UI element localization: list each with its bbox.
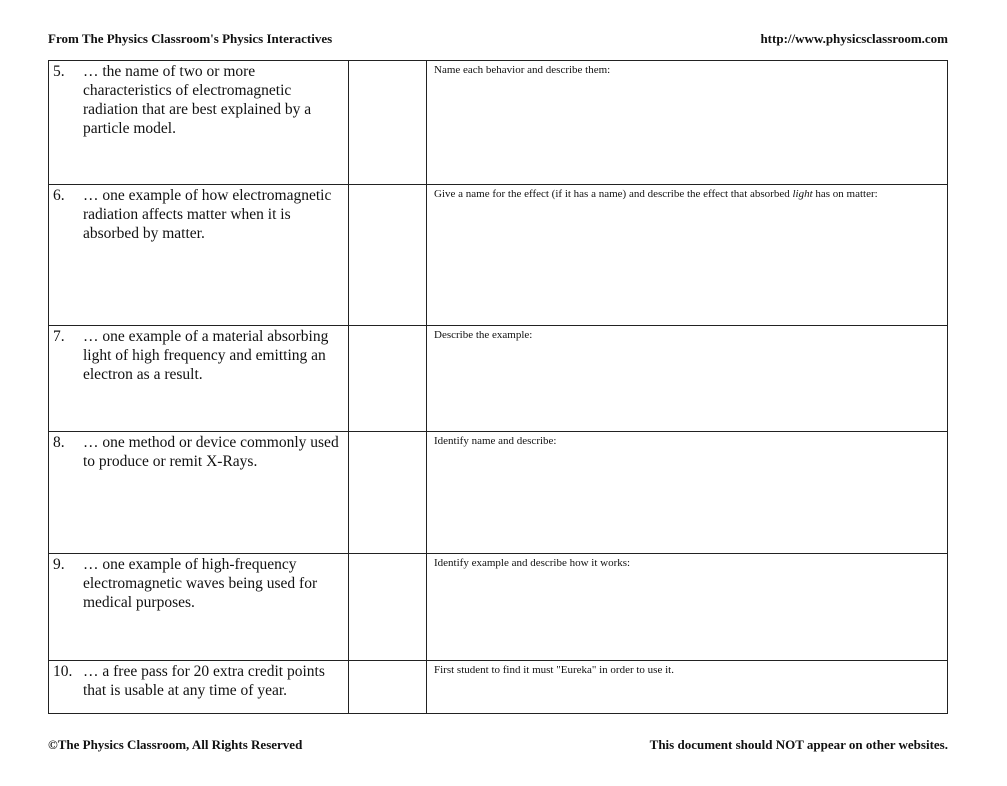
prompt-cell (49, 661, 349, 714)
table-row (49, 661, 948, 714)
item-prompt: … a free pass for 20 extra credit points that is usable at any time of year. (83, 663, 325, 699)
answer-instruction: Identify example and describe how it works: (434, 557, 631, 569)
prompt-cell (49, 554, 349, 661)
prompt-cell (49, 326, 349, 432)
table-row (49, 61, 948, 185)
item-number: 6. (53, 187, 65, 204)
blank-answer-cell[interactable] (349, 326, 427, 432)
item-number: 8. (53, 434, 65, 451)
answer-instruction: First student to find it must "Eureka" in order to use it. (434, 664, 674, 676)
blank-answer-cell[interactable] (349, 61, 427, 185)
item-number: 9. (53, 556, 65, 573)
footer-notice-text: This document should NOT appear on other websites. (649, 737, 948, 752)
item-number: 7. (53, 328, 65, 345)
footer-copyright-text: ©The Physics Classroom, All Rights Reserved (48, 737, 303, 752)
prompt-cell (49, 432, 349, 554)
answer-cell[interactable] (427, 185, 948, 326)
table-row (49, 554, 948, 661)
blank-answer-cell[interactable] (349, 185, 427, 326)
answer-instruction: Name each behavior and describe them: (434, 64, 611, 76)
prompt-cell (49, 185, 349, 326)
answer-cell[interactable] (427, 661, 948, 714)
answer-cell[interactable] (427, 61, 948, 185)
item-prompt: … one method or device commonly used to produce or remit X-Rays. (83, 434, 339, 470)
answer-cell[interactable] (427, 554, 948, 661)
answer-instruction-emphasis: light (792, 188, 813, 200)
blank-answer-cell[interactable] (349, 432, 427, 554)
answer-instruction (427, 185, 947, 201)
prompt-cell (49, 61, 349, 185)
table-row (49, 326, 948, 432)
item-prompt: … one example of a material absorbing light of high frequency and emitting an electron as a result. (83, 328, 329, 383)
answer-instruction: Describe the example: (434, 329, 533, 341)
item-prompt: … one example of how electromagnetic radiation affects matter when it is absorbed by matter. (83, 187, 332, 242)
table-row (49, 432, 948, 554)
blank-answer-cell[interactable] (349, 554, 427, 661)
item-prompt: … the name of two or more characteristics of electromagnetic radiation that are best explained by a particle model. (83, 63, 312, 137)
blank-answer-cell[interactable] (349, 661, 427, 714)
answer-cell[interactable] (427, 326, 948, 432)
answer-cell[interactable] (427, 432, 948, 554)
table-row (49, 185, 948, 326)
item-prompt: … one example of high-frequency electromagnetic waves being used for medical purposes. (83, 556, 318, 611)
header-source-text: From The Physics Classroom's Physics Interactives (48, 31, 333, 46)
answer-instruction: Identify name and describe: (434, 435, 557, 447)
worksheet-table (48, 60, 948, 714)
answer-instruction-part: Give a name for the effect (if it has a name) and describe the effect that absorbed (434, 188, 793, 200)
item-number: 5. (53, 63, 65, 80)
answer-instruction-part: has on matter: (812, 188, 878, 200)
header-url-text: http://www.physicsclassroom.com (760, 31, 948, 46)
item-number: 10. (53, 663, 73, 680)
